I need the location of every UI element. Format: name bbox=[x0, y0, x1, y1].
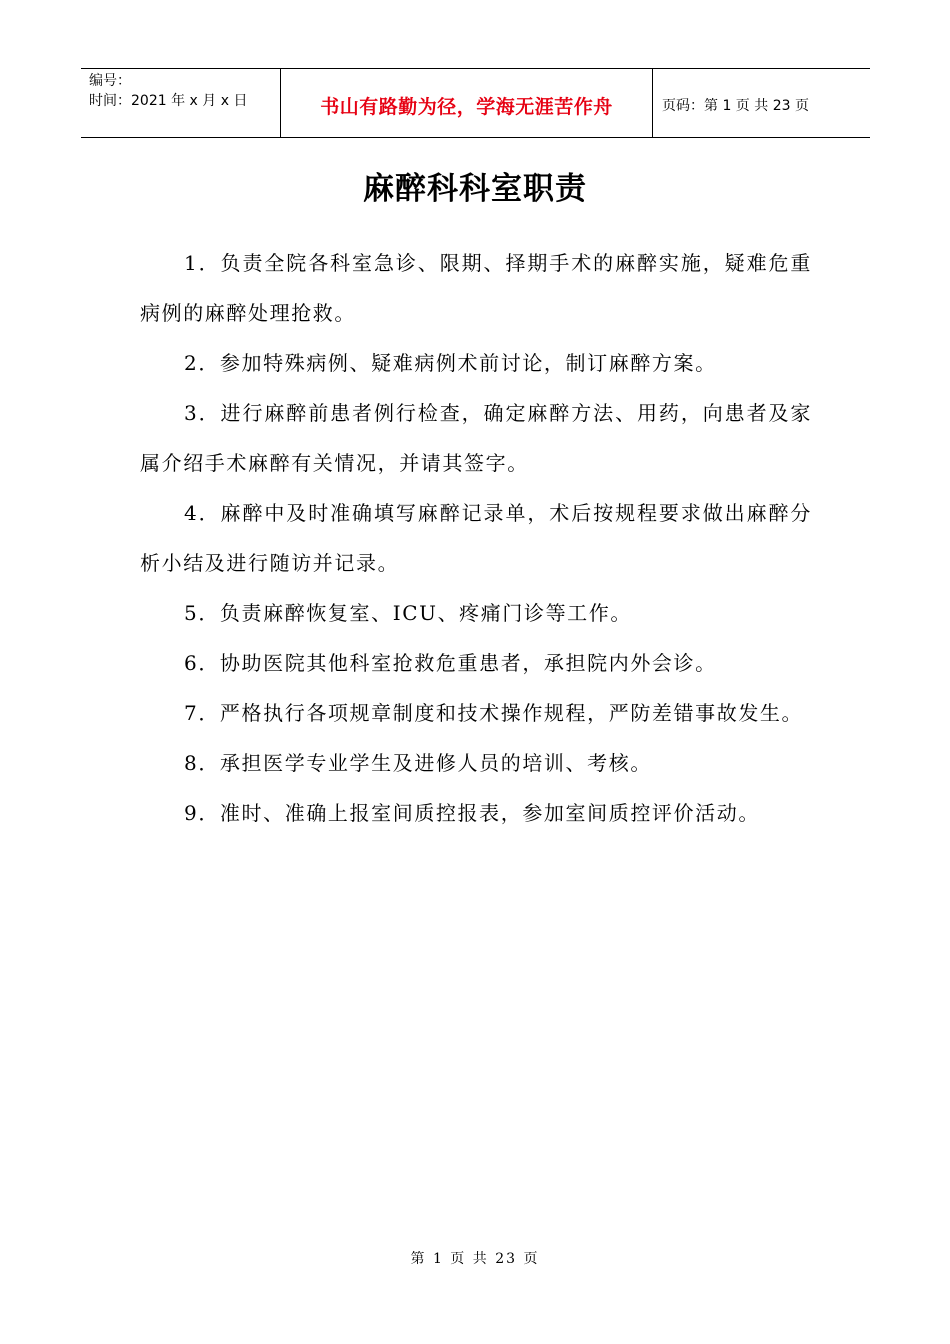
document-title: 麻醉科科室职责 bbox=[363, 171, 587, 207]
document-body bbox=[140, 238, 812, 838]
header-meta-cell bbox=[81, 69, 281, 137]
time-label: 时间：2021 年 x 月 x 日 bbox=[89, 93, 248, 109]
header-page-info: 页码：第 1 页 共 23 页 bbox=[662, 98, 809, 114]
paragraph: 1．负责全院各科室急诊、限期、择期手术的麻醉实施，疑难危重病例的麻醉处理抢救。 bbox=[140, 251, 812, 325]
paragraph: 9．准时、准确上报室间质控报表，参加室间质控评价活动。 bbox=[184, 801, 760, 825]
paragraph: 6．协助医院其他科室抢救危重患者，承担院内外会诊。 bbox=[184, 651, 717, 675]
paragraph: 4．麻醉中及时准确填写麻醉记录单，术后按规程要求做出麻醉分析小结及进行随访并记录。 bbox=[140, 501, 812, 575]
page-footer: 第 1 页 共 23 页 bbox=[410, 1251, 540, 1267]
paragraph: 7．严格执行各项规章制度和技术操作规程，严防差错事故发生。 bbox=[184, 701, 804, 725]
header-motto: 书山有路勤为径，学海无涯苦作舟 bbox=[281, 69, 653, 137]
paragraph: 8．承担医学专业学生及进修人员的培训、考核。 bbox=[184, 751, 652, 775]
page-header bbox=[81, 68, 870, 138]
paragraph: 2．参加特殊病例、疑难病例术前讨论，制订麻醉方案。 bbox=[184, 351, 717, 375]
paragraph: 3．进行麻醉前患者例行检查，确定麻醉方法、用药，向患者及家属介绍手术麻醉有关情况，并请其签字。 bbox=[140, 401, 812, 475]
paragraph: 5．负责麻醉恢复室、ICU、疼痛门诊等工作。 bbox=[184, 601, 632, 625]
number-label: 编号： bbox=[89, 73, 131, 89]
